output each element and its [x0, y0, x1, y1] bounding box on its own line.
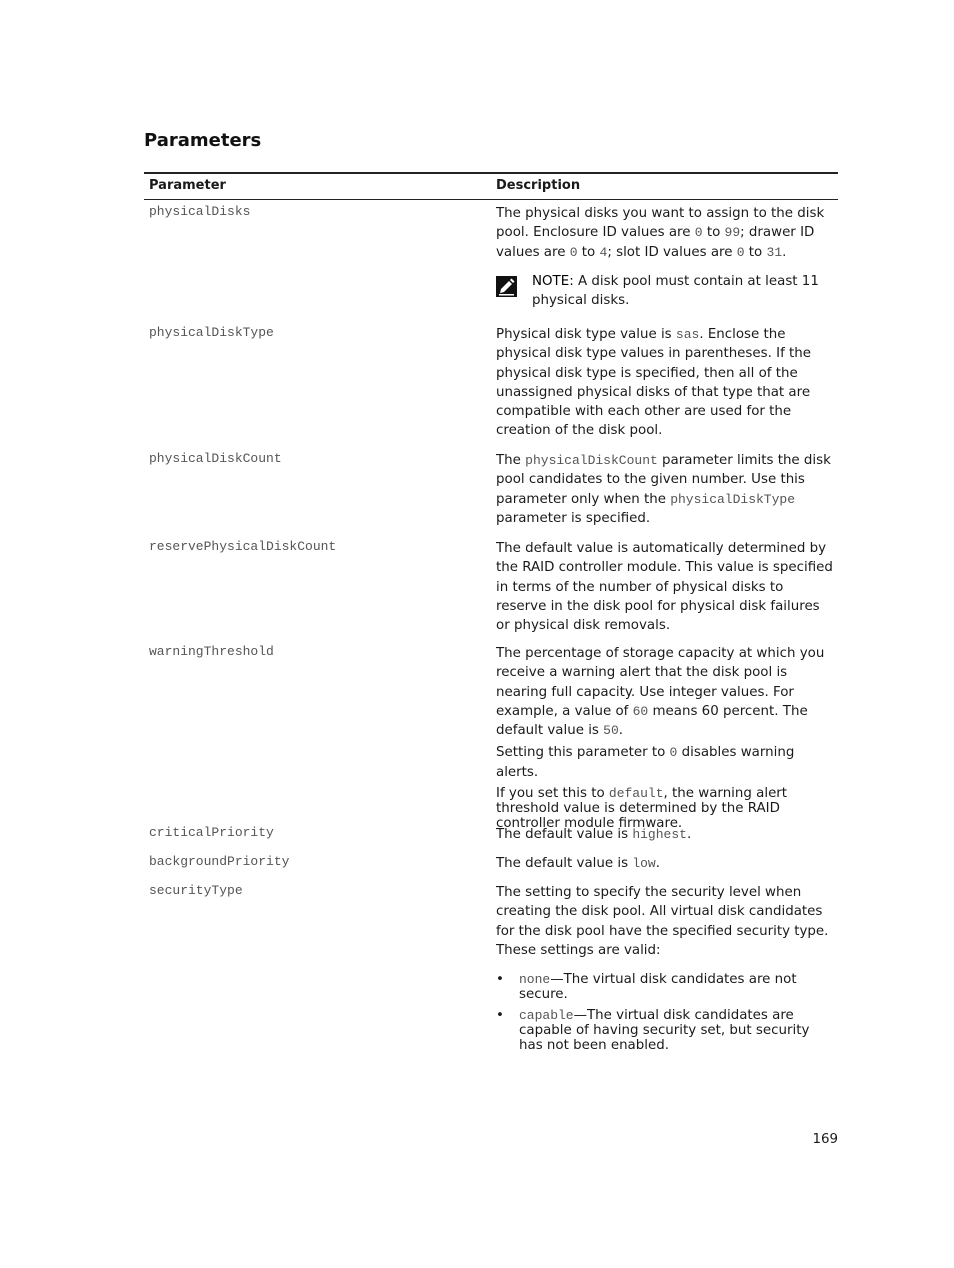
section-heading: Parameters	[144, 130, 262, 151]
parameter-name: backgroundPriority	[149, 854, 290, 869]
bullet-icon: •	[496, 1008, 504, 1024]
note-label: NOTE:	[532, 273, 574, 289]
parameter-name: securityType	[149, 883, 243, 898]
bullet-icon: •	[496, 972, 504, 988]
parameter-name: physicalDisks	[149, 204, 251, 219]
note-text: A disk pool must contain at least 11 physical disks.	[532, 273, 819, 309]
parameter-description: Physical disk type value is sas. Enclose the physical disk type values in parentheses. If the physical disk type is specified, then all of the unassigned physical disks of that type that are compatible with each other are used for the creation of the disk pool.	[496, 327, 812, 439]
parameter-description: The default value is low.	[496, 856, 660, 871]
parameter-name: criticalPriority	[149, 825, 274, 840]
parameter-name: warningThreshold	[149, 644, 274, 659]
parameter-name: reservePhysicalDiskCount	[149, 539, 337, 554]
list-item: • none—The virtual disk candidates are not secure.	[496, 972, 797, 1003]
list-item: • capable—The virtual disk candidates are capable of having security set, but security has not been enabled.	[496, 1008, 810, 1054]
parameter-description: The physicalDiskCount parameter limits the disk pool candidates to the given number. Use this parameter only when the physicalDiskType parameter is specified.	[496, 453, 831, 526]
note-box	[496, 272, 834, 311]
parameter-description: The percentage of storage capacity at which you receive a warning alert that the disk pool is nearing full capacity. Use integer values. For example, a value of 60 means 60 percent. The default value is 50. Setting this parameter to 0 disables warning alerts. If you set this to default, the warning alert threshold value is determined by the RAID controller module firmware.	[496, 646, 825, 832]
parameter-name: physicalDiskCount	[149, 451, 282, 466]
settings-list	[496, 972, 834, 1053]
parameter-description: The physical disks you want to assign to the disk pool. Enclosure ID values are 0 to 99; drawer ID values are 0 to 4; slot ID values are 0 to 31. NOTE: A disk pool must contain at least 11 physical disks.	[496, 204, 834, 310]
note-pencil-icon	[496, 276, 517, 297]
column-header-description: Description	[496, 178, 581, 193]
parameter-description: The default value is automatically determined by the RAID controller module. This value is specified in terms of the number of physical disks to reserve in the disk pool for physical disk failures or physical disk removals.	[496, 541, 833, 634]
column-header-parameter: Parameter	[149, 178, 226, 193]
page-number: 169	[812, 1132, 838, 1147]
parameters-table	[144, 172, 838, 1054]
table-header	[144, 172, 838, 200]
parameter-description: The setting to specify the security level when creating the disk pool. All virtual disk candidates for the disk pool have the specified security type. These settings are valid: • none—The virtual disk candidates are not secure. • capable—The virtual disk candidates are capable of having security set, but security has not been enabled.	[496, 883, 834, 1053]
parameter-description: The default value is highest.	[496, 827, 692, 842]
parameter-name: physicalDiskType	[149, 325, 274, 340]
